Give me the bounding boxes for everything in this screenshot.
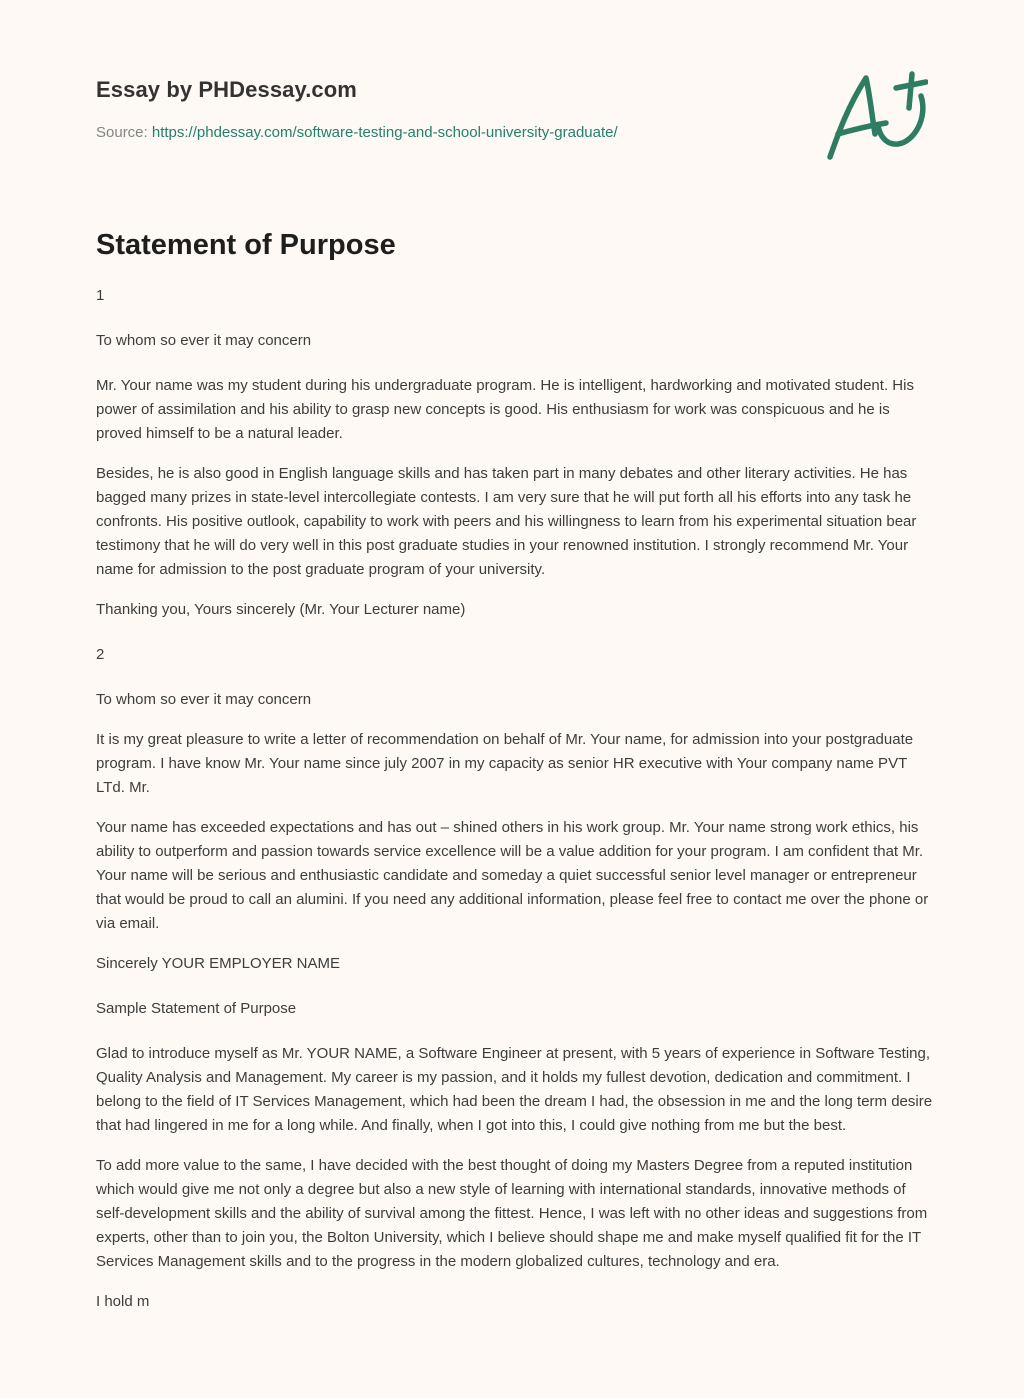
paragraph: Glad to introduce myself as Mr. YOUR NAME, a Software Engineer at present, with 5 years of experience in Software Testing, Quality Analysis and Management. My career is my passion, and it holds my fullest devotion, dedication and commitment. I belong to the field of IT Services Management, which had been the dream I had, the obsession in me and the long term desire that had lingered in me for a long while. And finally, when I got into this, I could give nothing from me but the best. — [96, 1045, 933, 1134]
site-title: Essay by PHDessay.com — [96, 77, 357, 102]
paragraph-salutation: To whom so ever it may concern — [96, 332, 312, 349]
source-label: Source: — [96, 124, 152, 141]
paragraph-signoff: Sincerely YOUR EMPLOYER NAME — [96, 955, 340, 972]
paragraph-salutation: To whom so ever it may concern — [96, 691, 312, 708]
paragraph: Besides, he is also good in English language skills and has taken part in many debates and other literary activities. He has bagged many prizes in state-level intercollegiate contests. I am very sure that he will put forth all his efforts into any task he confronts. His positive outlook, capability to work with peers and his willingness to learn from his experimental situation bear testimony that he will do very well in this post graduate studies in your renowned institution. I strongly recommend Mr. Your name for admission to the post graduate program of your university. — [96, 465, 917, 578]
paragraph-truncated: I hold m — [96, 1293, 150, 1310]
paragraph-subheading: Sample Statement of Purpose — [96, 1000, 297, 1017]
paragraph-signoff: Thanking you, Yours sincerely (Mr. Your Lecturer name) — [96, 601, 466, 618]
document-content — [96, 226, 934, 1330]
a-plus-logo-icon — [822, 68, 928, 166]
paragraph-section-number: 1 — [96, 287, 105, 304]
paragraph-section-number: 2 — [96, 646, 105, 663]
document-title: Statement of Purpose — [96, 229, 396, 261]
paragraph: It is my great pleasure to write a letter of recommendation on behalf of Mr. Your name, for admission into your postgraduate program. I have know Mr. Your name since july 2007 in my capacity as senior HR executive with Your company name PVT LTd. Mr. — [96, 731, 914, 796]
paragraph: To add more value to the same, I have decided with the best thought of doing my Masters Degree from a reputed institution which would give me not only a degree but also a new style of learning with international standards, innovative methods of self-development skills and the ability of survival among the fittest. Hence, I was left with no other ideas and suggestions from experts, other than to join you, the Bolton University, which I believe should shape me and make myself qualified fit for the IT Services Management skills and to the progress in the modern globalized cultures, technology and era. — [96, 1157, 928, 1270]
paragraph: Your name has exceeded expectations and has out – shined others in his work group. Mr. Your name strong work ethics, his ability to outperform and passion towards service excellence will be a value addition for your program. I am confident that Mr. Your name will be serious and enthusiastic candidate and someday a quiet successful senior level manager or entrepreneur that would be proud to call an alumini. If you need any additional information, please feel free to contact me over the phone or via email. — [96, 819, 929, 932]
page-header — [96, 74, 796, 143]
paragraph: Mr. Your name was my student during his undergraduate program. He is intelligent, hardworking and motivated student. His power of assimilation and his ability to grasp new concepts is good. His enthusiasm for work was conspicuous and he is proved himself to be a natural leader. — [96, 377, 914, 442]
source-link[interactable]: https://phdessay.com/software-testing-and-school-university-graduate/ — [151, 124, 618, 141]
source-line — [96, 123, 796, 143]
